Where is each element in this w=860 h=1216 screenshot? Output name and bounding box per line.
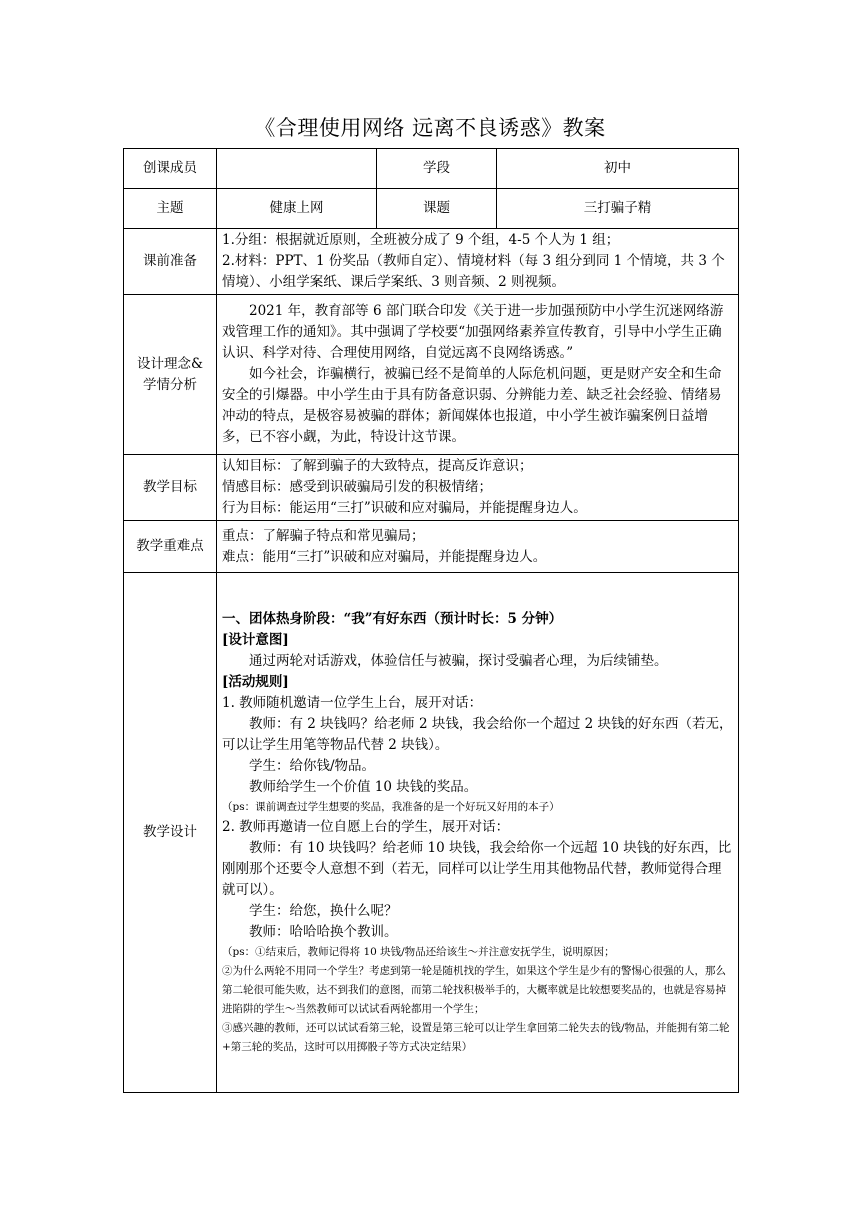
- stage-label: 学段: [377, 149, 497, 189]
- lesson-value: 三打骗子精: [497, 189, 739, 229]
- prep-row: [124, 229, 739, 295]
- prep-content: [217, 229, 739, 295]
- concept-paragraph: 2021 年，教育部等 6 部门联合印发《关于进一步加强预防中小学生沉迷网络游戏管理工作的通知》。其中强调了学校要“加强网络素养宣传教育，引导中小学生正确认识、科学对待、合理使用网络，自觉远离不良网络诱惑。”: [222, 303, 724, 361]
- goal-line: 行为目标：能运用“三打”识破和应对骗局，并能提醒身边人。: [222, 500, 587, 516]
- step-1-teacher: 教师：有 2 块钱吗？给老师 2 块钱，我会给你一个超过 2 块钱的好东西（若无，可以让学生用笔等物品代替 2 块钱）。: [222, 715, 733, 753]
- step-2-teacher-2: 教师：哈哈哈换个教训。: [249, 923, 398, 940]
- step-2-teacher: 教师：有 10 块钱吗？给老师 10 块钱，我会给你一个远超 10 块钱的好东西，比刚刚那个还要令人意想不到（若无，同样可以让学生用其他物品代替，教师觉得合理就可以）。: [222, 839, 732, 898]
- concept-label-line: 设计理念&: [136, 355, 204, 372]
- ps-note-3: ③感兴趣的教师，还可以试试看第三轮，设置是第三轮可以让学生拿回第二轮失去的钱/物品，并能拥有第二轮+第三轮的奖品，这时可以用掷骰子等方式决定结果）: [222, 1021, 730, 1053]
- theme-row: [124, 189, 739, 229]
- page-title: 《合理使用网络 远离不良诱惑》教案: [254, 116, 606, 140]
- concept-paragraph: 如今社会，诈骗横行，被骗已经不是简单的人际危机问题，更是财产安全和生命安全的引爆器。中小学生由于具有防备意识弱、分辨能力差、缺乏社会经验、情绪易冲动的特点，是极容易被骗的群体；新闻媒体也报道，中小学生被诈骗案例日益增多，已不容小觑，为此，特设计这节课。: [222, 366, 722, 445]
- lesson-label: 课题: [377, 189, 497, 229]
- concept-label: [124, 295, 217, 455]
- design-content: [217, 573, 739, 1093]
- goals-content: [217, 455, 739, 521]
- step-1-ps: （ps：课前调查过学生想要的奖品，我准备的是一个好玩又好用的本子）: [222, 800, 560, 813]
- section-title: 一、团体热身阶段：“我”有好东西（预计时长：5 分钟）: [222, 610, 563, 627]
- keypoint-line: 难点：能用“三打”识破和应对骗局，并能提醒身边人。: [222, 548, 547, 565]
- lesson-plan-table: [123, 148, 739, 1093]
- ps-note-2: ②为什么两轮不用同一个学生？考虑到第一轮是随机找的学生，如果这个学生是少有的警惕心很强的人，那么第二轮很可能失败，达不到我们的意图，而第二轮找积极举手的，大概率就是比较想要奖品的，也就是容易掉进陷阱的学生～当然教师可以试试看两轮都用一个学生；: [222, 964, 726, 1015]
- prep-line: 1.分组：根据就近原则，全班被分成了 9 个组，4-5 个人为 1 组；: [222, 232, 620, 248]
- keypoints-row: [124, 521, 739, 573]
- intent-heading: [设计意图]: [222, 631, 289, 648]
- intent-text: 通过两轮对话游戏，体验信任与被骗，探讨受骗者心理，为后续铺垫。: [249, 652, 668, 669]
- prep-label: 课前准备: [124, 229, 217, 295]
- rules-heading: [活动规则]: [222, 673, 289, 690]
- stage-value: 初中: [497, 149, 739, 189]
- creator-value: [217, 149, 377, 189]
- step-2: 2. 教师再邀请一位自愿上台的学生，展开对话：: [222, 818, 510, 835]
- keypoints-content: [217, 521, 739, 573]
- step-1-teacher-2: 教师给学生一个价值 10 块钱的奖品。: [249, 778, 478, 795]
- goals-row: [124, 455, 739, 521]
- concept-content: [217, 295, 739, 455]
- creator-label: 创课成员: [124, 149, 217, 189]
- goal-line: 情感目标：感受到识破骗局引发的积极情绪；: [222, 479, 492, 495]
- theme-value: 健康上网: [217, 189, 377, 229]
- concept-row: [124, 295, 739, 455]
- design-row: [124, 573, 739, 1093]
- step-2-student: 学生：给您，换什么呢？: [249, 902, 398, 919]
- design-label: 教学设计: [124, 573, 217, 1093]
- prep-line: 2.材料：PPT、1 份奖品（教师自定）、情境材料（每 3 组分到同 1 个情境，共 3 个情境）、小组学案纸、课后学案纸、3 则音频、2 则视频。: [222, 253, 725, 290]
- ps-note-1: （ps：①结束后，教师记得将 10 块钱/物品还给该生～并注意安抚学生，说明原因；: [222, 945, 615, 958]
- keypoint-line: 重点：了解骗子特点和常见骗局；: [222, 527, 425, 544]
- step-1: 1. 教师随机邀请一位学生上台，展开对话：: [222, 694, 483, 711]
- concept-label-line: 学情分析: [143, 376, 197, 393]
- goal-line: 认知目标：了解到骗子的大致特点，提高反诈意识；: [222, 458, 533, 474]
- keypoints-label: 教学重难点: [124, 521, 217, 573]
- creator-row: [124, 149, 739, 189]
- theme-label: 主题: [124, 189, 217, 229]
- goals-label: 教学目标: [124, 455, 217, 521]
- step-1-student: 学生：给你钱/物品。: [249, 757, 376, 774]
